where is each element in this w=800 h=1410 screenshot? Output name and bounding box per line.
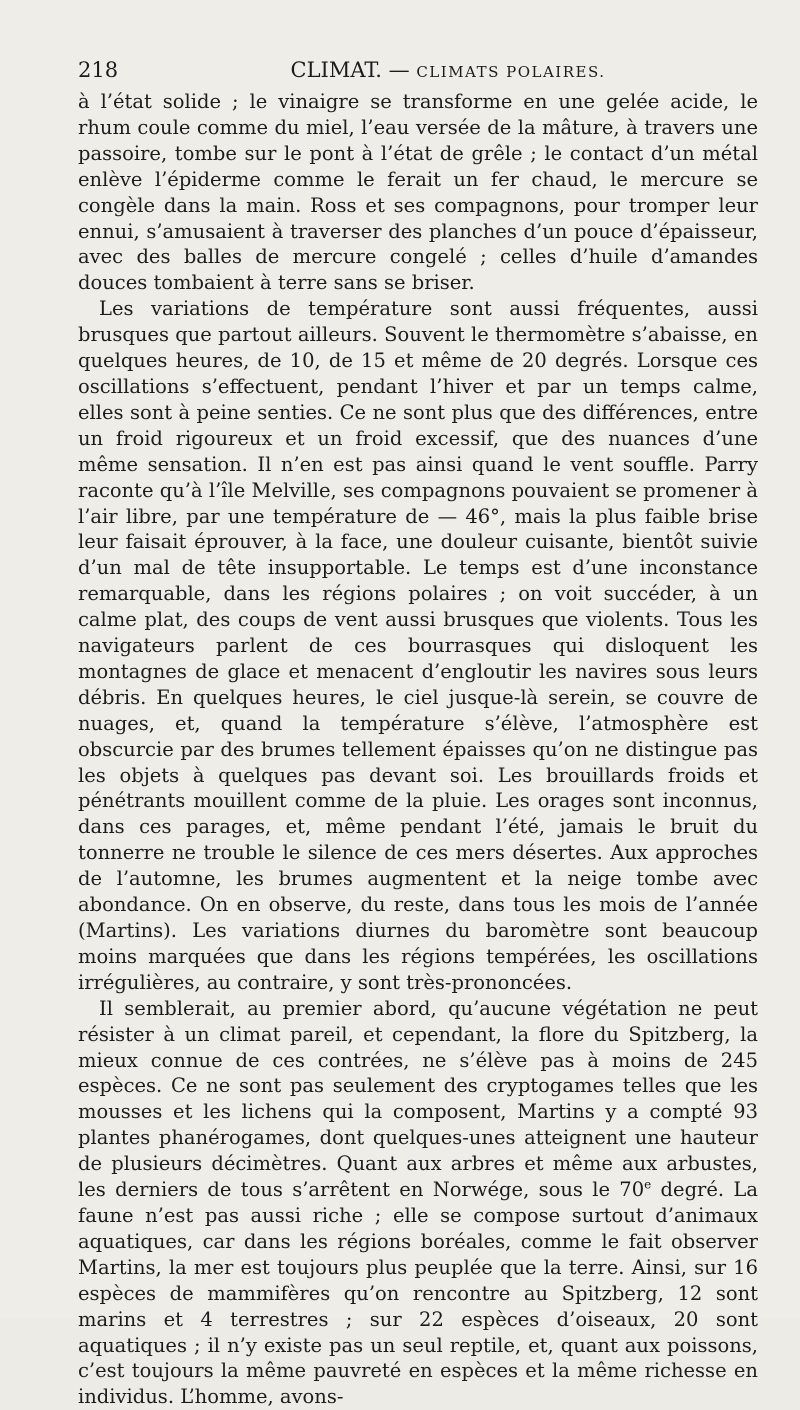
paragraph-2: Les variations de température sont aussi fréquentes, aussi brusques que partout ailleurs. Souvent le thermomètre s’abaisse, en quelques heures, de 10, de 15 et même de 20 degrés. Lorsque ces oscillations s’effectuent, pendant l’hiver et par un temps calme, elles sont à peine senties. Ce ne sont plus que des différences, entre un froid rigoureux et un froid excessif, que des nuances d’une même sensation. Il n’en est pas ainsi quand le vent souffle. Parry raconte qu’à l’île Melville, ses compagnons pouvaient se promener à l’air libre, par une température de — 46°, mais la plus faible brise leur faisait éprouver, à la face, une douleur cuisante, bientôt suivie d’un mal de tête insupportable. Le temps est d’une inconstance remarquable, dans les régions polaires ; on voit succéder, à un calme plat, des coups de vent aussi brusques que violents. Tous les navigateurs parlent de ces bourrasques qui disloquent les montagnes de glace et menacent d’engloutir les navires sous leurs débris. En quelques heures, le ciel jusque-là serein, se couvre de nuages, et, quand la température s’élève, l’atmosphère est obscurcie par des brumes tellement épaisses qu’on ne distingue pas les objets à quelques pas devant soi. Les brouillards froids et pénétrants mouillent comme de la pluie. Les orages sont inconnus, dans ces parages, et, même pendant l’été, jamais le bruit du tonnerre ne trouble le silence de ces mers désertes. Aux approches de l’automne, les brumes augmentent et la neige tombe avec abondance. On en observe, du reste, dans tous les mois de l’année (Martins). Les variations diurnes du baromètre sont beaucoup moins marquées que dans les régions tempérées, les oscillations irrégulières, au contraire, y sont très-prononcées.: [78, 297, 758, 994]
section-subtitle: CLIMATS POLAIRES.: [416, 63, 606, 81]
title-separator: —: [388, 58, 410, 82]
paragraph-3-part-2: degré. La faune n’est pas aussi riche ; elle se compose surtout d’animaux aquatiques, car dans les régions boréales, comme le fait observer Martins, la mer est toujours plus peuplée que la terre. Ainsi, sur 16 espèces de mammifères qu’on rencontre au Spitzberg, 12 sont marins et 4 terrestres ; sur 22 espèces d’oiseaux, 20 sont aquatiques ; il n’y existe pas un seul reptile, et, quant aux poissons, c’est toujours la même pauvreté en espèces et la même richesse en individus. L’homme, avons-: [78, 1178, 758, 1409]
chapter-title: CLIMAT.: [290, 58, 382, 82]
ordinal-number: 70: [619, 1178, 645, 1202]
running-header: [78, 56, 748, 84]
paragraph-3: [78, 996, 758, 1410]
paragraph-1: à l’état solide ; le vinaigre se transforme en une gelée acide, le rhum coule comme du miel, l’eau versée de la mâture, à travers une passoire, tombe sur le pont à l’état de grêle ; le contact d’un métal enlève l’épiderme comme le ferait un fer chaud, le mercure se congèle dans la main. Ross et ses compagnons, pour tromper leur ennui, s’amusaient à traverser des planches d’un pouce d’épaisseur, avec des balles de mercure congelé ; celles d’huile d’amandes douces tombaient à terre sans se briser.: [78, 90, 758, 295]
body-text: [78, 89, 758, 1410]
chapter-heading: [78, 56, 748, 86]
page-number: 218: [78, 58, 119, 82]
ordinal-suffix: e: [644, 1177, 652, 1192]
paragraph-3-part-1: Il semblerait, au premier abord, qu’aucune végétation ne peut résister à un climat pareil, et cependant, la flore du Spitzberg, la mieux connue de ces contrées, ne s’élève pas à moins de 245 espèces. Ce ne sont pas seulement des cryptogames telles que les mousses et les lichens qui la composent, Martins y a compté 93 plantes phanérogames, dont quelques-unes atteignent une hauteur de plusieurs décimètres. Quant aux arbres et même aux arbustes, les derniers de tous s’arrêtent en Norwége, sous le: [78, 996, 758, 1202]
